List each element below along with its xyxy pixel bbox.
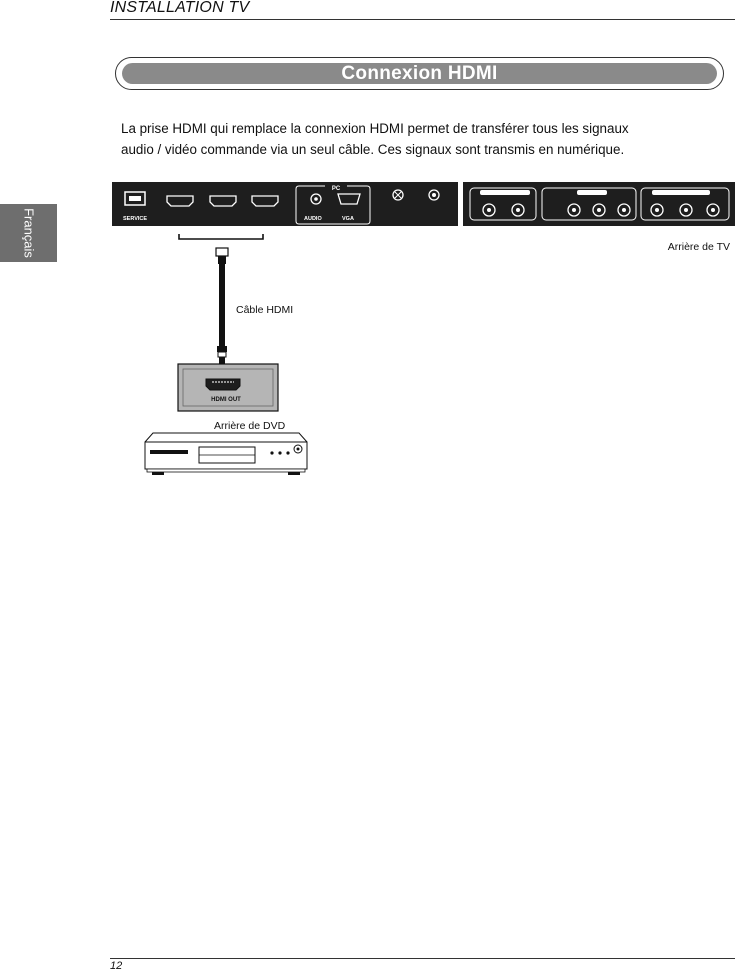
tv-left-panel [112, 182, 458, 226]
hdmi-cable-icon [216, 248, 228, 364]
page-header-title: INSTALLATION TV [110, 0, 250, 16]
dvd-player-icon [145, 433, 307, 475]
dvd-hdmi-out-label: HDMI OUT [211, 397, 241, 403]
pc-audio-label: AUDIO [304, 216, 322, 222]
pc-group-label: PC [331, 186, 341, 192]
hdmi-ports-bracket [179, 234, 263, 239]
tv-right-panel [463, 182, 735, 226]
intro-line-2: audio / vidéo commande via un seul câble. Ces signaux sont transmis en numérique. [121, 142, 625, 157]
footer-divider [110, 958, 735, 959]
intro-line-1: La prise HDMI qui remplace la connexion HDMI permet de transférer tous les signaux [121, 121, 629, 136]
tv-rear-label: Arrière de TV [667, 241, 730, 253]
service-port-label: SERVICE [123, 216, 148, 222]
vga-label: VGA [342, 216, 354, 222]
dvd-hdmi-port-icon [206, 379, 240, 390]
hdmi-cable-label: Câble HDMI [236, 304, 294, 316]
page-number: 12 [110, 960, 123, 972]
dvd-hdmi-panel [178, 364, 278, 411]
section-title: Connexion HDMI [341, 62, 498, 84]
dvd-rear-label: Arrière de DVD [214, 420, 286, 432]
language-tab-label: Français [21, 208, 36, 258]
usb-port-contact-icon [129, 196, 141, 201]
